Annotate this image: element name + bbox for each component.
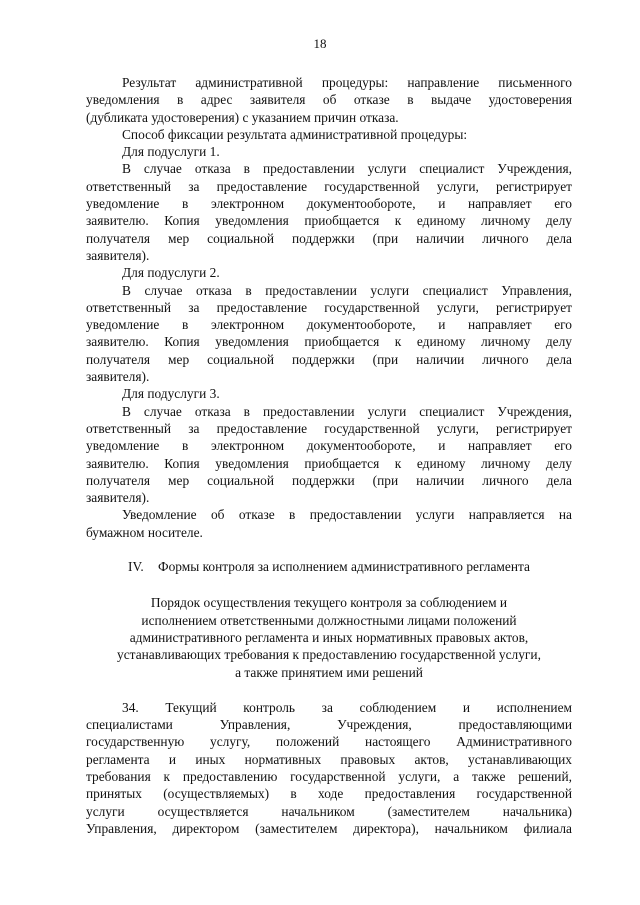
- result-line-2: уведомления в адрес заявителя об отказе в выдаче удостоверения: [86, 92, 572, 108]
- current-control-subheading: [86, 594, 572, 680]
- fixation-method-line: Способ фиксации результата административной процедуры:: [122, 126, 468, 142]
- subservice-3-heading: Для подуслуги 3.: [122, 386, 220, 402]
- subservice-2-line-2: ответственный за предоставление государственной услуги, регистрирует: [86, 299, 572, 315]
- item-34-line-3: государственную услугу, положений настоящего Административного: [86, 734, 572, 750]
- paper-notice-line-1: Уведомление об отказе в предоставлении услуги направляется на: [122, 507, 572, 523]
- item-34-line-6: принятых (осуществляемых) в ходе предоставления государственной: [86, 786, 572, 802]
- subheading-line-4: устанавливающих требования к предоставлению государственной услуги,: [117, 647, 541, 663]
- subservice-3-line-4: заявителю. Копия уведомления приобщается к единому личному делу: [86, 455, 572, 471]
- subservice-2-line-3: уведомление в электронном документообороте, и направляет его: [86, 317, 572, 333]
- result-line-1: Результат административной процедуры: направление письменного: [122, 75, 572, 90]
- subservice-1-line-4: заявителю. Копия уведомления приобщается к единому личному делу: [86, 213, 572, 229]
- item-34-line-5: требования к предоставлению государственной услуги, а также решений,: [86, 768, 572, 784]
- item-34-line-7: услуги осуществляется начальником (заместителем начальника): [86, 803, 572, 819]
- item-34-line-8: Управления, директором (заместителем директора), начальником филиала: [86, 820, 572, 836]
- subservice-1-heading: Для подуслуги 1.: [122, 144, 220, 160]
- subservice-2-line-6: заявителя).: [86, 369, 150, 385]
- subservice-3-line-3: уведомление в электронном документообороте, и направляет его: [86, 438, 572, 454]
- section-iv-heading: [86, 558, 572, 575]
- subservice-1-line-1: В случае отказа в предоставлении услуги специалист Учреждения,: [122, 161, 572, 177]
- subheading-line-2: исполнением ответственными должностными лицами положений: [141, 612, 517, 628]
- subheading-line-1: Порядок осуществления текущего контроля за соблюдением и: [150, 595, 508, 611]
- subservice-1-line-3: уведомление в электронном документообороте, и направляет его: [86, 196, 572, 212]
- item-34-line-1: 34. Текущий контроль за соблюдением и исполнением: [122, 699, 572, 715]
- page-number: 18: [313, 36, 327, 51]
- subservice-3-line-6: заявителя).: [86, 490, 150, 506]
- subservice-1-line-5: получателя мер социальной поддержки (при наличии личного дела: [86, 230, 572, 246]
- subservice-2-heading: Для подуслуги 2.: [122, 265, 220, 281]
- subheading-line-5: а также принятием ими решений: [235, 664, 423, 680]
- subservice-1-line-6: заявителя).: [86, 247, 150, 263]
- subservice-3-line-2: ответственный за предоставление государственной услуги, регистрирует: [86, 420, 572, 436]
- subservice-1-line-2: ответственный за предоставление государственной услуги, регистрирует: [86, 178, 572, 194]
- subservice-3-line-1: В случае отказа в предоставлении услуги специалист Учреждения,: [122, 403, 572, 419]
- paper-notice-line-2: бумажном носителе.: [86, 524, 203, 540]
- section-iv-number: IV.: [128, 559, 144, 575]
- document-body: [86, 74, 572, 837]
- subservice-2-line-4: заявителю. Копия уведомления приобщается к единому личному делу: [86, 334, 572, 350]
- item-34-line-2: специалистами Управления, Учреждения, предоставляющими: [86, 717, 572, 733]
- subservice-2-line-5: получателя мер социальной поддержки (при наличии личного дела: [86, 351, 572, 367]
- subheading-line-3: административного регламента и иных нормативных правовых актов,: [129, 629, 529, 645]
- subservice-2-line-1: В случае отказа в предоставлении услуги специалист Управления,: [122, 282, 572, 298]
- item-34-line-4: регламента и иных нормативных правовых актов, устанавливающих: [86, 751, 572, 767]
- result-line-3: (дубликата удостоверения) с указанием причин отказа.: [86, 109, 399, 125]
- subservice-3-line-5: получателя мер социальной поддержки (при наличии личного дела: [86, 472, 572, 488]
- section-iv-title: Формы контроля за исполнением административного регламента: [158, 559, 530, 575]
